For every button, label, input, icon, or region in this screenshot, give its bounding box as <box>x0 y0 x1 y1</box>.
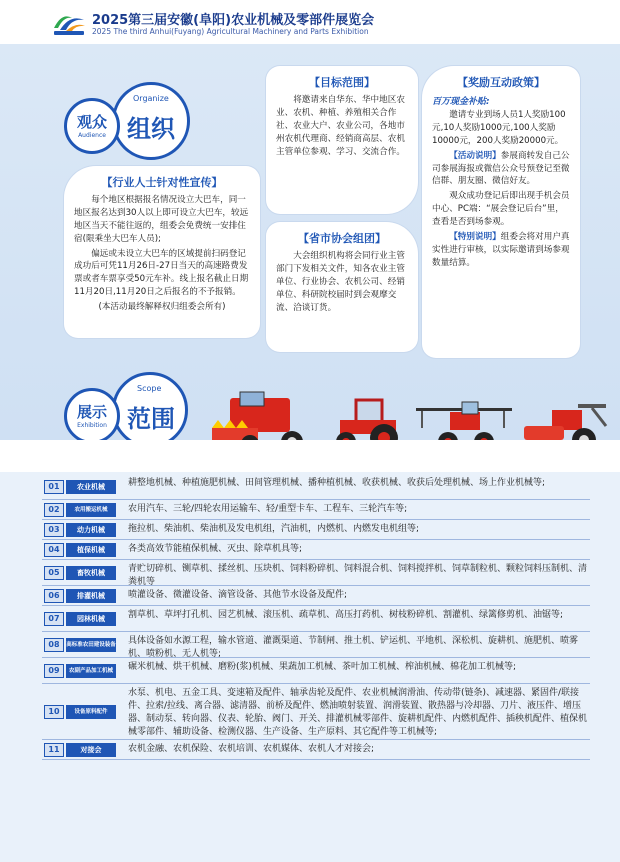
category-description: 各类高效节能植保机械、灭虫、除草机具等; <box>128 544 303 554</box>
promo-title: 【行业人士针对性宣传】 <box>101 176 223 189</box>
category-number: 09 <box>44 664 64 678</box>
category-row <box>42 540 590 560</box>
category-description: 割草机、草坪打孔机、园艺机械、滚压机、疏草机、高压打药机、树枝粉碎机、割灌机、绿篱修剪机、油锯等; <box>128 610 564 620</box>
category-label <box>42 740 120 759</box>
scope-cn: 范围 <box>127 405 175 433</box>
category-list <box>42 474 590 760</box>
scope-divider <box>0 440 620 472</box>
category-row <box>42 632 590 658</box>
category-row <box>42 474 590 500</box>
reward-card <box>422 66 580 358</box>
category-tag: 高标准农田建设装备 <box>66 638 116 652</box>
organize-big-bubble <box>112 82 190 160</box>
exhibition-cn: 展示 <box>76 403 107 421</box>
category-description: 农用汽车、三轮/四轮农用运输车、轻/重型卡车、工程车、三轮汽车等; <box>128 504 408 514</box>
category-row <box>42 500 590 520</box>
reward-title: 【奖励互动政策】 <box>457 76 545 89</box>
category-label <box>42 632 120 657</box>
promo-card <box>64 166 260 338</box>
reward-text-1: 邀请专业到场人员1人奖励100元,10人奖励1000元,100人奖励10000元，200人奖励20000元。 <box>432 110 566 146</box>
reward-text-3: 观众成功登记后即出现手机会员中心、PC端：“展会登记后台”里，查看是否到场参观。 <box>432 191 570 228</box>
promo-text-3: (本活动最终解释权归组委会所有) <box>98 302 226 313</box>
promo-text-2: 偏远或未设立大巴车的区域提前扫码登记成功后可凭11月26日-27日当天的高速路费发票或者车票享受50元车补。线上报名截止日期11月20日,11月20日之后报名的不予报销。 <box>74 248 249 298</box>
category-label <box>42 500 120 519</box>
category-number: 08 <box>44 638 64 652</box>
category-description: 农机金融、农机保险、农机培训、农机媒体、农机人才对接会; <box>128 744 375 754</box>
page-title: 2025第三届安徽(阜阳)农业机械及零部件展览会 <box>92 13 375 28</box>
organize-en: Organize <box>133 94 169 103</box>
category-label <box>42 606 120 631</box>
category-description: 喷灌设备、微灌设备、滴管设备、其他节水设备及配件; <box>128 590 348 600</box>
association-text: 大会组织机构将会同行业主管部门下发相关文件，知各农业主管单位、行业协会、农机公司、经销单位、科研院校届时到会观摩交流、洽谈订货。 <box>276 251 405 313</box>
scope-en: Scope <box>137 384 162 393</box>
category-tag: 排灌机械 <box>66 589 116 603</box>
category-number: 06 <box>44 589 64 603</box>
category-tag: 畜牧机械 <box>66 566 116 580</box>
target-card <box>266 66 418 214</box>
activity-note-text: 参展商转发自己公司参展海报或微信公众号预登记至微信群、朋友圈、微信好友。 <box>432 150 570 187</box>
category-tag: 设备原料配件 <box>66 705 116 719</box>
category-tag: 农业机械 <box>66 480 116 494</box>
category-number: 03 <box>44 523 64 537</box>
category-tag: 动力机械 <box>66 523 116 537</box>
category-label <box>42 658 120 683</box>
category-description: 碾米机械、烘干机械、磨粉(浆)机械、果蔬加工机械、茶叶加工机械、榨油机械、棉花加工机械等; <box>128 662 517 672</box>
category-description: 拖拉机、柴油机、柴油机及发电机组，汽油机，内燃机、内燃发电机组等; <box>128 524 420 534</box>
category-number: 07 <box>44 612 64 626</box>
scope-big-bubble <box>112 372 188 448</box>
category-number: 11 <box>44 743 64 757</box>
category-row <box>42 560 590 586</box>
category-description: 水泵、机电、五金工具、变速箱及配件、轴承齿轮及配件、农业机械润滑油、传动带(链条)、减速器、紧固件/联接件、拉索/拉线、离合器、滤清器、前桥及配件、燃油喷射装置、润滑装置、散热器与冷却器、刀片、液压件、增压器、制动泵、转向器、仪表、轮胎、阀门、开关、排灌机械零部件、旋耕机配件、内燃机配件、插秧机配件、植保机械零部件、辅助设备、检测仪器、生产设备、生产原料、其它配件等工机械等; <box>128 688 588 737</box>
category-label <box>42 684 120 739</box>
category-tag: 对接会 <box>66 743 116 757</box>
category-number: 02 <box>44 503 64 517</box>
target-title: 【目标范围】 <box>309 76 375 89</box>
exhibition-en: Exhibition <box>77 422 107 429</box>
category-number: 10 <box>44 705 64 719</box>
category-tag: 农用搬运机械 <box>66 503 116 517</box>
activity-note-label: 【活动说明】 <box>449 150 501 161</box>
category-row <box>42 740 590 760</box>
category-label <box>42 540 120 559</box>
category-number: 05 <box>44 566 64 580</box>
special-note-text: 组委会将对用户真实性进行审核，以实际邀请到场参观数量结算。 <box>432 232 570 268</box>
fair-logo-icon <box>52 10 86 36</box>
category-label <box>42 560 120 585</box>
category-label <box>42 586 120 605</box>
exhibition-small-bubble <box>64 388 120 444</box>
category-row <box>42 520 590 540</box>
page-subtitle: 2025 The third Anhui(Fuyang) Agricultural Machinery and Parts Exhibition <box>92 27 369 36</box>
category-row <box>42 606 590 632</box>
category-tag: 农副产品加工机械 <box>66 664 116 678</box>
association-card <box>266 222 418 352</box>
audience-cn: 观众 <box>76 113 107 131</box>
audience-en: Audience <box>78 132 106 139</box>
organize-cn: 组织 <box>127 115 175 143</box>
reward-subtitle: 百万现金补贴: <box>432 97 490 107</box>
category-description: 具体设备如水源工程，输水管道、灌溉渠道、节制闸、推土机、铲运机、平地机、深松机、旋耕机、施肥机、喷雾机、喷粉机、无人机等; <box>128 636 579 659</box>
category-tag: 植保机械 <box>66 543 116 557</box>
category-row <box>42 586 590 606</box>
audience-small-bubble <box>64 98 120 154</box>
category-row <box>42 684 590 740</box>
category-description: 青贮切碎机、铡草机、揉丝机、压块机、饲料粉碎机、饲料混合机、饲料搅拌机、饲草制粒机、颗粒饲料压制机、清粪机等 <box>128 564 588 587</box>
category-number: 04 <box>44 543 64 557</box>
category-tag: 园林机械 <box>66 612 116 626</box>
category-label <box>42 520 120 539</box>
target-text: 将邀请来自华东、华中地区农业、农机、种植、养殖相关合作社、农业大户、农业公司，各地市州农机代理商、经销商高层、农机主管单位参观、学习、交流合作。 <box>276 95 405 157</box>
category-label <box>42 474 120 499</box>
promo-text-1: 每个地区根据报名情况设立大巴车，同一地区报名达到30人以上即可设立大巴车，较远地区当天不能往返的，组委会免费统一安排住宿(限乘坐大巴车人员); <box>74 195 249 244</box>
category-number: 01 <box>44 480 64 494</box>
organize-heading <box>62 82 212 162</box>
page-header <box>0 0 620 44</box>
association-title: 【省市协会组团】 <box>298 232 386 245</box>
category-row <box>42 658 590 684</box>
category-description: 耕整地机械、种植施肥机械、田间管理机械、播种植机械、收获机械、收获后处理机械、场上作业机械等; <box>128 478 546 488</box>
special-note-label: 【特别说明】 <box>449 232 501 243</box>
